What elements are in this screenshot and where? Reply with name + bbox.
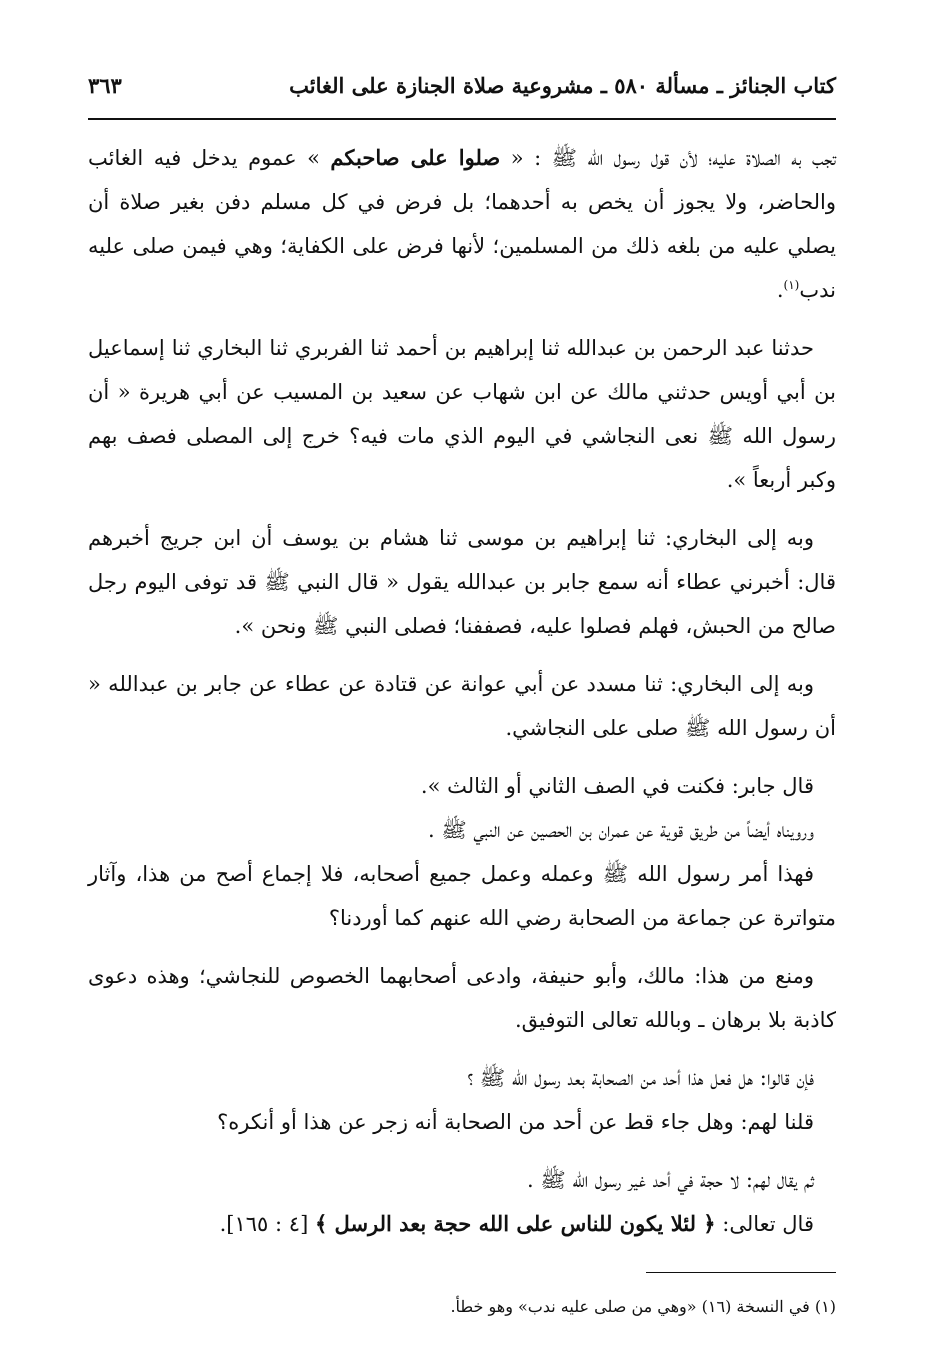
paragraph-7b: قلنا لهم: وهل جاء قط عن أحد من الصحابة أنه زجر عن هذا أو أنكره؟ (217, 1110, 814, 1134)
paragraph-4: وبه إلى البخاري: ثنا مسدد عن أبي عوانة عن قتادة عن عطاء عن جابر بن عبدالله « أن رسول الله ﷺ صلى على النجاشي. (88, 672, 836, 740)
paragraph-1 (88, 136, 836, 312)
paragraph-5c: فهذا أمر رسول الله ﷺ وعمله وعمل جميع أصحابه، فلا إجماع أصح من هذا، وآثار متواترة عن جماعة من الصحابة رضي الله عنهم كما أوردنا؟ (88, 862, 836, 930)
header-rule (88, 118, 836, 120)
paragraph-5b: ورويناه أيضاً من طريق قوية عن عمران بن الحصين عن النبي ﷺ . (427, 818, 814, 842)
page (88, 60, 836, 1321)
verse-reference: [٤ : ١٦٥]. (219, 1212, 315, 1236)
paragraph-7a: فإن قالوا: هل فعل هذا أحد من الصحابة بعد رسول الله ﷺ ؟ (467, 1066, 814, 1090)
main-text (88, 136, 836, 1246)
paragraph-2: حدثنا عبد الرحمن بن عبدالله ثنا إبراهيم بن أحمد ثنا الفربري ثنا البخاري ثنا إسماعيل بن أبي أويس حدثني مالك عن ابن شهاب عن سعيد بن المسيب عن أبي هريرة « أن رسول الله ﷺ نعى النجاشي في اليوم الذي مات فيه؟ خرج إلى المصلى فصف بهم وكبر أربعاً ». (88, 336, 836, 492)
paragraph-6: ومنع من هذا: مالك، وأبو حنيفة، وادعى أصحابهما الخصوص للنجاشي؛ وهذه دعوى كاذبة بلا برهان ـ وبالله تعالى التوفيق. (88, 964, 836, 1032)
p8b-text-a: قال تعالى: (715, 1212, 814, 1236)
p1-text-b: » عموم يدخل فيه الغائب والحاضر، ولا يجوز أن يخص به أحدهما؛ بل فرض في كل مسلم دفن بغير صلاة أن يصلي عليه من بلغه ذلك من المسلمين؛ لأنها فرض على الكفاية؛ وهي فيمن صلى عليه ندب (88, 146, 836, 302)
page-number: ٣٦٣ (88, 73, 122, 98)
paragraph-5a: قال جابر: فكنت في الصف الثاني أو الثالث ». (420, 774, 814, 798)
p1-text-a: تجب به الصلاة عليه؛ لأن قول رسول الله ﷺ : « (500, 146, 836, 170)
running-head (88, 60, 836, 112)
footnote: (١) في النسخة (١٦) «وهي من صلى عليه ندب» وهو خطأ. (450, 1297, 836, 1316)
quran-verse: ﴿ لئلا يكون للناس على الله حجة بعد الرسل ﴾ (314, 1211, 716, 1236)
paragraph-3: وبه إلى البخاري: ثنا إبراهيم بن موسى ثنا هشام بن يوسف أن ابن جريج أخبرهم قال: أخبرني عطاء أنه سمع جابر بن عبدالله يقول « قال النبي ﷺ قد توفى اليوم رجل صالح من الحبش، فهلم فصلوا عليه، فصففنا؛ فصلى النبي ﷺ ونحن ». (88, 526, 836, 638)
hadith-quote: صلوا على صاحبكم (330, 145, 501, 170)
paragraph-8b (88, 1202, 836, 1246)
footnote-ref[interactable]: (١) (783, 278, 800, 292)
p1-text-c: . (776, 278, 784, 302)
chapter-title: كتاب الجنائز ـ مسألة ٥٨٠ ـ مشروعية صلاة الجنازة على الغائب (289, 73, 836, 98)
footnote-rule (646, 1272, 836, 1273)
paragraph-8a: ثم يقال لهم: لا حجة في أحد غير رسول الله ﷺ . (527, 1168, 814, 1192)
